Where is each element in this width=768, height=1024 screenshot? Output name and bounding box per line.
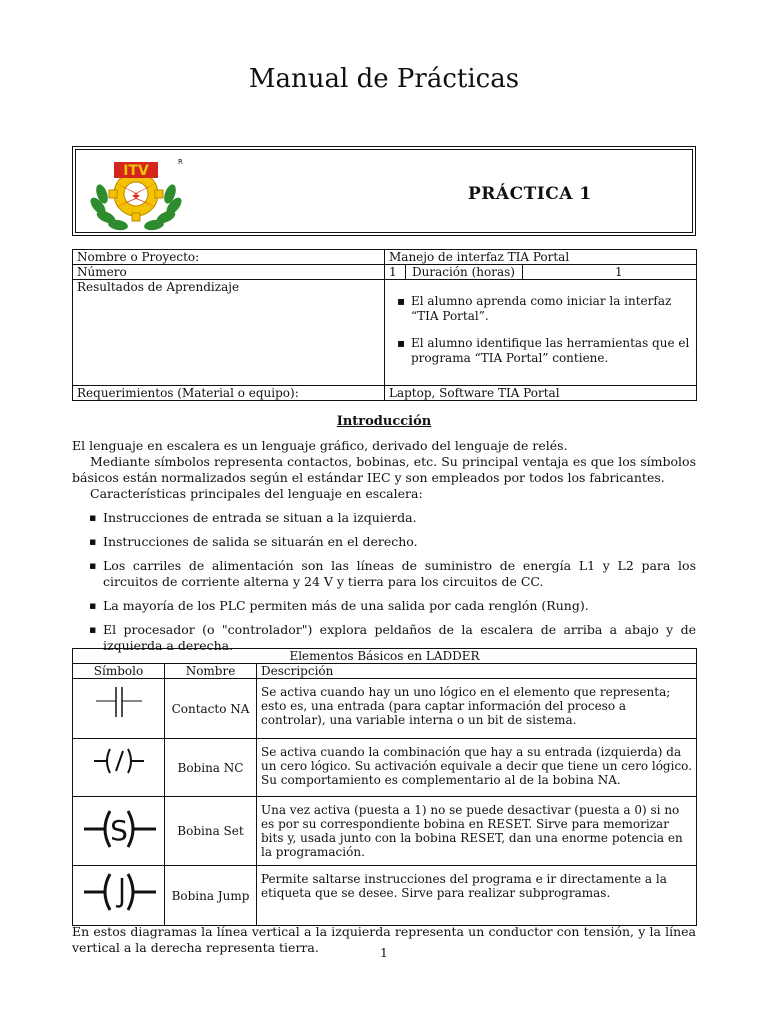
intro-bullet-list <box>72 510 696 662</box>
itv-logo <box>88 154 184 234</box>
element-name: Bobina Jump <box>165 866 257 926</box>
header-description: Descripción <box>257 664 697 679</box>
duration-label: Duración (horas) <box>406 265 523 279</box>
symbol-cell <box>73 739 165 797</box>
intro-paragraph-1: El lenguaje en escalera es un lenguaje gráfico, derivado del lenguaje de relés. <box>72 438 568 453</box>
element-description: Permite saltarse instrucciones del programa e ir directamente a la etiqueta que se desee. Sirve para realizar subprogramas. <box>257 866 697 926</box>
page-title: Manual de Prácticas <box>248 64 520 94</box>
list-item: ▪ Instrucciones de salida se situarán en el derecho. <box>72 534 696 550</box>
name-label: Nombre o Proyecto: <box>73 250 385 265</box>
intro-paragraph-3: Características principales del lenguaje en escalera: <box>90 486 423 501</box>
closing-paragraph: En estos diagramas la línea vertical a la izquierda representa un conductor con tensión, y la línea vertical a la derecha representa tierra. <box>72 924 696 955</box>
symbol-cell <box>73 797 165 866</box>
number-duration-cell <box>385 265 697 280</box>
number-value: 1 <box>385 265 406 279</box>
page-number: 1 <box>380 946 388 960</box>
table-row <box>73 664 697 679</box>
element-name: Bobina NC <box>165 739 257 797</box>
coil-jump-icon <box>76 866 162 922</box>
results-label: Resultados de Aprendizaje <box>73 280 385 386</box>
number-label: Número <box>73 265 385 280</box>
contact-na-icon <box>76 679 162 735</box>
practice-info-table <box>72 249 697 401</box>
table-row <box>73 649 697 664</box>
duration-value: 1 <box>615 265 623 279</box>
coil-set-icon <box>76 803 162 857</box>
svg-text:S: S <box>109 813 128 847</box>
table-row <box>73 386 697 401</box>
practice-header-inner <box>75 149 693 233</box>
practice-title: PRÁCTICA 1 <box>468 184 592 204</box>
table-row <box>73 265 697 280</box>
table-row <box>73 739 697 797</box>
element-description: Una vez activa (puesta a 1) no se puede desactivar (puesta a 0) si no es por su correspondiente bobina en RESET. Sirve para memorizar bits y, usada junto con la bobina RESET, dan una enorme potencia en la programación. <box>257 797 697 866</box>
logo-text: ITV <box>123 163 149 179</box>
element-name: Bobina Set <box>165 797 257 866</box>
element-description: Se activa cuando hay un uno lógico en el elemento que representa; esto es, una entrada (para captar información del proceso a controlar), una variable interna o un bit de sistema. <box>257 679 697 739</box>
table-row <box>73 280 697 386</box>
element-description: Se activa cuando la combinación que hay a su entrada (izquierda) da un cero lógico. Su activación equivale a decir que tiene un cero lógico. Su comportamiento es complementario al de la bobina NA. <box>257 739 697 797</box>
list-item: ▪ El alumno aprenda como iniciar la interfaz “TIA Portal”. <box>411 294 692 324</box>
logo-registered-mark: R <box>178 158 183 166</box>
results-cell <box>385 280 697 386</box>
symbol-cell <box>73 679 165 739</box>
header-symbol: Símbolo <box>73 664 165 679</box>
requirements-label: Requerimientos (Material o equipo): <box>73 386 385 401</box>
ladder-table-title: Elementos Básicos en LADDER <box>73 649 697 664</box>
list-item: ▪ Los carriles de alimentación son las líneas de suministro de energía L1 y L2 para los circuitos de corriente alterna y 24 V y tierra para los circuitos de CC. <box>72 558 696 590</box>
element-name: Contacto NA <box>165 679 257 739</box>
number-duration-split <box>385 265 696 279</box>
coil-nc-icon <box>76 739 162 793</box>
table-row <box>73 797 697 866</box>
name-value: Manejo de interfaz TIA Portal <box>385 250 697 265</box>
list-item: ▪ Instrucciones de entrada se situan a la izquierda. <box>72 510 696 526</box>
ladder-elements-table <box>72 648 697 926</box>
table-row <box>73 250 697 265</box>
requirements-value: Laptop, Software TIA Portal <box>385 386 697 401</box>
symbol-cell <box>73 866 165 926</box>
intro-paragraph-2: Mediante símbolos representa contactos, bobinas, etc. Su principal ventaja es que los símbolos básicos están normalizados según el estándar IEC y son empleados por todos los fabricantes. <box>72 454 696 485</box>
table-row <box>73 679 697 739</box>
header-name: Nombre <box>165 664 257 679</box>
results-list <box>389 294 692 366</box>
list-item: ▪ El procesador (o "controlador") explora peldaños de la escalera de arriba a abajo y de izquierda a derecha. <box>72 622 696 654</box>
introduction-heading: Introducción <box>336 414 432 429</box>
practice-header <box>72 146 696 236</box>
list-item: ▪ La mayoría de los PLC permiten más de una salida por cada renglón (Rung). <box>72 598 696 614</box>
list-item: ▪ El alumno identifique las herramientas que el programa “TIA Portal” contiene. <box>411 336 692 366</box>
table-row <box>73 866 697 926</box>
